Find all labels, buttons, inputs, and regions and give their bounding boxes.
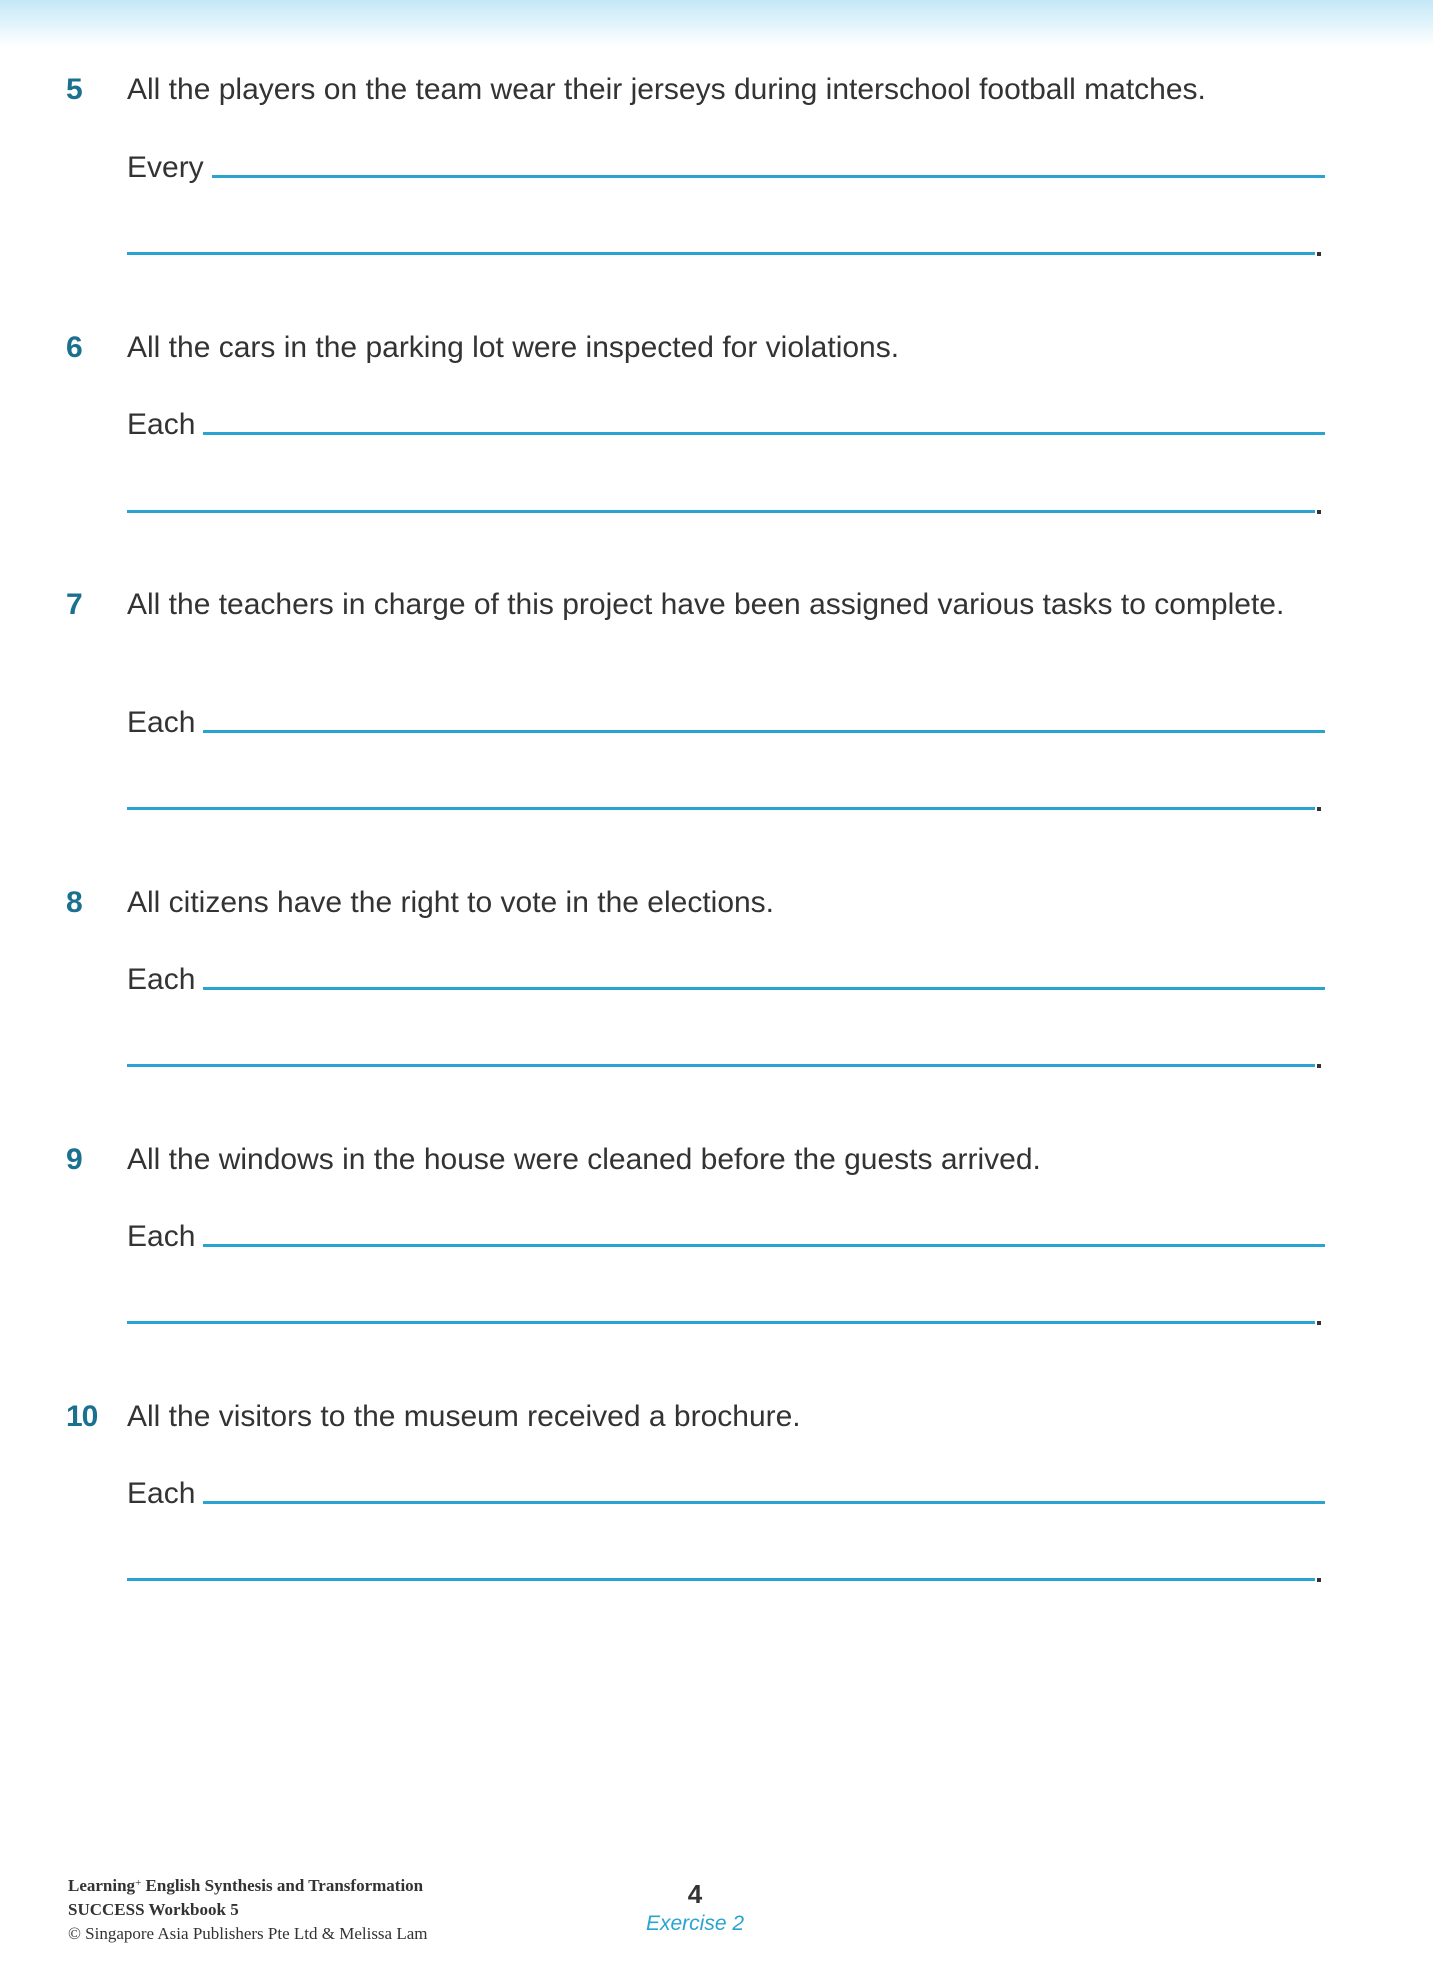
page-header-band [0, 0, 1433, 46]
sentence-starter: Each [127, 1220, 196, 1253]
book-title-part1: Learning [68, 1876, 136, 1895]
question-sentence: All the cars in the parking lot were inspected for violations. [127, 331, 900, 364]
footer-copyright: © Singapore Asia Publishers Pte Ltd & Melissa Lam [68, 1924, 428, 1943]
answer-row-1 [127, 703, 1325, 743]
end-period [1317, 1064, 1321, 1068]
end-period [1317, 807, 1321, 811]
answer-blank-line-2[interactable] [127, 252, 1315, 255]
question-sentence: All the teachers in charge of this project have been assigned various tasks to complete. [127, 588, 1285, 621]
exercise-label: Exercise 2 [645, 1912, 745, 1935]
answer-blank-line-1[interactable] [212, 175, 1325, 178]
answer-row-1 [127, 1474, 1325, 1514]
question-number: 5 [66, 73, 83, 106]
book-title-part2: English Synthesis and Transformation [141, 1876, 424, 1895]
question-number: 6 [66, 331, 83, 364]
question-sentence: All citizens have the right to vote in the elections. [127, 886, 775, 919]
footer-book-info [68, 1871, 428, 1946]
answer-blank-line-1[interactable] [203, 1501, 1325, 1504]
question-number: 7 [66, 588, 83, 621]
answer-row-1 [127, 1217, 1325, 1257]
answer-row-1 [127, 148, 1325, 188]
sentence-starter: Each [127, 408, 196, 441]
sentence-starter: Every [127, 151, 204, 184]
page-number: 4 [687, 1879, 703, 1909]
answer-blank-line-2[interactable] [127, 1321, 1315, 1324]
answer-blank-line-2[interactable] [127, 807, 1315, 810]
sentence-starter: Each [127, 963, 196, 996]
answer-row-2 [127, 802, 1325, 814]
answer-blank-line-2[interactable] [127, 1578, 1315, 1581]
question-sentence: All the players on the team wear their jerseys during interschool football matches. [127, 73, 1206, 106]
answer-blank-line-1[interactable] [203, 1244, 1325, 1247]
end-period [1317, 1321, 1321, 1325]
answer-blank-line-2[interactable] [127, 1064, 1315, 1067]
answer-blank-line-1[interactable] [203, 730, 1325, 733]
answer-blank-line-2[interactable] [127, 510, 1315, 513]
end-period [1317, 1578, 1321, 1582]
answer-blank-line-1[interactable] [203, 987, 1325, 990]
footer-book-subtitle: SUCCESS Workbook 5 [68, 1900, 239, 1919]
footer-book-title [68, 1871, 428, 1898]
answer-blank-line-1[interactable] [203, 432, 1325, 435]
answer-row-2 [127, 1316, 1325, 1328]
answer-row-1 [127, 960, 1325, 1000]
question-number: 10 [66, 1400, 98, 1433]
answer-row-1 [127, 405, 1325, 445]
sentence-starter: Each [127, 1477, 196, 1510]
end-period [1317, 252, 1321, 256]
question-number: 9 [66, 1143, 83, 1176]
answer-row-2 [127, 1573, 1325, 1585]
question-number: 8 [66, 886, 83, 919]
answer-row-2 [127, 247, 1325, 259]
question-sentence: All the windows in the house were cleaned before the guests arrived. [127, 1143, 1041, 1176]
sentence-starter: Each [127, 706, 196, 739]
question-sentence: All the visitors to the museum received a brochure. [127, 1400, 801, 1433]
answer-row-2 [127, 505, 1325, 517]
book-title-plus: + [135, 1877, 142, 1889]
answer-row-2 [127, 1059, 1325, 1071]
end-period [1317, 510, 1321, 514]
